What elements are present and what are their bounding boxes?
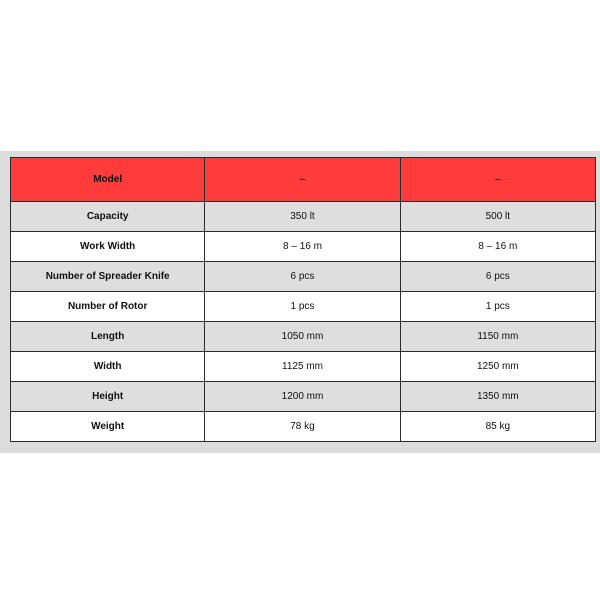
table-row-length [11, 322, 596, 352]
row-value-model-2: 8 – 16 m [400, 232, 595, 262]
table-row-width [11, 352, 596, 382]
table-row-capacity [11, 202, 596, 232]
row-label: Height [11, 382, 205, 412]
row-value-model-1: 6 pcs [205, 262, 400, 292]
row-label: Width [11, 352, 205, 382]
table-row-work-width [11, 232, 596, 262]
row-value-model-2: 1250 mm [400, 352, 595, 382]
row-value-model-2: 1350 mm [400, 382, 595, 412]
row-value-model-2: 500 lt [400, 202, 595, 232]
table-header-row [11, 158, 596, 202]
row-value-model-2: 6 pcs [400, 262, 595, 292]
table-row-height [11, 382, 596, 412]
row-value-model-1: 78 kg [205, 412, 400, 442]
row-label: Work Width [11, 232, 205, 262]
table-row-weight [11, 412, 596, 442]
row-label: Capacity [11, 202, 205, 232]
specification-table [10, 157, 596, 442]
header-cell-model-2: – [400, 158, 595, 202]
row-label: Number of Spreader Knife [11, 262, 205, 292]
table-row-rotor [11, 292, 596, 322]
row-value-model-1: 350 lt [205, 202, 400, 232]
row-label: Length [11, 322, 205, 352]
row-value-model-1: 1125 mm [205, 352, 400, 382]
row-value-model-1: 1 pcs [205, 292, 400, 322]
table-row-spreader-knife [11, 262, 596, 292]
row-value-model-2: 1150 mm [400, 322, 595, 352]
header-cell-model: Model [11, 158, 205, 202]
header-cell-model-1: – [205, 158, 400, 202]
row-value-model-1: 1200 mm [205, 382, 400, 412]
row-label: Weight [11, 412, 205, 442]
row-value-model-1: 1050 mm [205, 322, 400, 352]
row-label: Number of Rotor [11, 292, 205, 322]
row-value-model-1: 8 – 16 m [205, 232, 400, 262]
row-value-model-2: 85 kg [400, 412, 595, 442]
row-value-model-2: 1 pcs [400, 292, 595, 322]
